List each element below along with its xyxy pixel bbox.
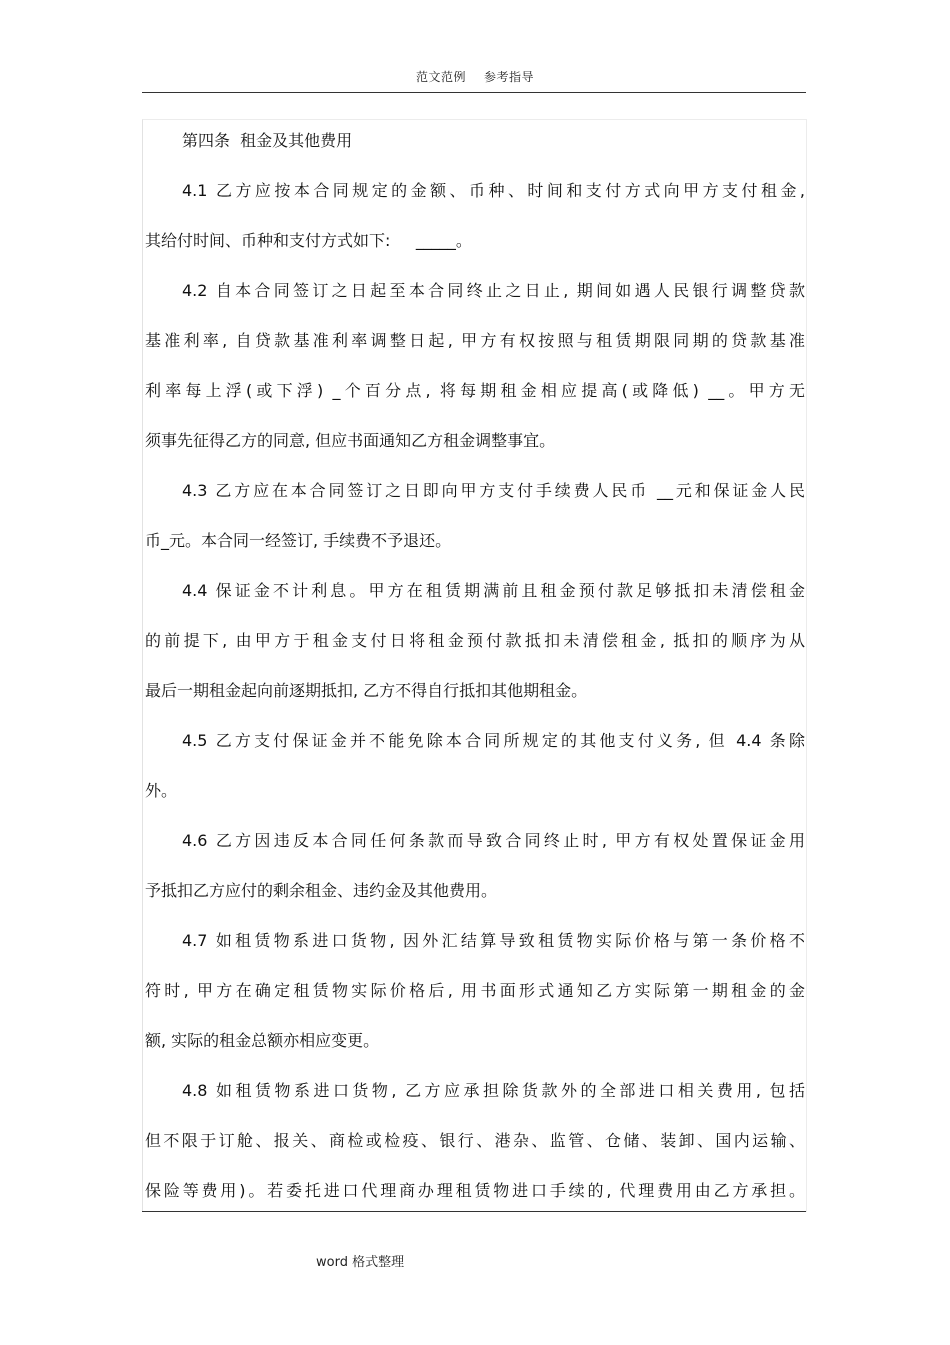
paragraph-line: 基准利率, 自贷款基准利率调整日起, 甲方有权按照与租赁期限同期的贷款基准 [145,331,805,350]
paragraph-line: 保险等费用)。若委托进口代理商办理租赁物进口手续的, 代理费用由乙方承担。 [145,1181,805,1200]
paragraph-line: 币_元。本合同一经签订, 手续费不予退还。 [145,531,452,550]
paragraph-line: 4.2 自本合同签订之日起至本合同终止之日止, 期间如遇人民银行调整贷款 [182,281,805,300]
paragraph-line: 的前提下, 由甲方于租金支付日将租金预付款抵扣未清偿租金, 抵扣的顺序为从 [145,631,805,650]
paragraph-line: 4.5 乙方支付保证金并不能免除本合同所规定的其他支付义务, 但 4.4 条除 [182,731,805,750]
paragraph-line: 额, 实际的租金总额亦相应变更。 [145,1031,380,1050]
paragraph-line: 其给付时间、币种和支付方式如下: _____。 [145,231,472,250]
header-right-text: 参考指导 [484,70,535,84]
paragraph-line: 利率每上浮(或下浮) _个百分点, 将每期租金相应提高(或降低) __。甲方无 [145,381,805,400]
paragraph-line: 须事先征得乙方的同意, 但应书面通知乙方租金调整事宜。 [145,431,556,450]
paragraph-line: 4.4 保证金不计利息。甲方在租赁期满前且租金预付款足够抵扣未清偿租金 [182,581,805,600]
section-title: 第四条 租金及其他费用 [182,131,353,150]
paragraph-line: 4.3 乙方应在本合同签订之日即向甲方支付手续费人民币 __元和保证金人民 [182,481,805,500]
paragraph-line: 4.7 如租赁物系进口货物, 因外汇结算导致租赁物实际价格与第一条价格不 [182,931,805,950]
paragraph-line: 予抵扣乙方应付的剩余租金、违约金及其他费用。 [145,881,498,900]
paragraph-line: 符时, 甲方在确定租赁物实际价格后, 用书面形式通知乙方实际第一期租金的金 [145,981,805,1000]
paragraph-line: 4.8 如租赁物系进口货物, 乙方应承担除货款外的全部进口相关费用, 包括 [182,1081,805,1100]
paragraph-line: 但不限于订舱、报关、商检或检疫、银行、港杂、监管、仓储、装卸、国内运输、 [145,1131,805,1150]
paragraph-line: 最后一期租金起向前逐期抵扣, 乙方不得自行抵扣其他期租金。 [145,681,588,700]
paragraph-line: 外。 [145,781,178,800]
header-left-text: 范文范例 [415,70,466,84]
page-header [0,68,950,85]
paragraph-line: 4.6 乙方因违反本合同任何条款而导致合同终止时, 甲方有权处置保证金用 [182,831,805,850]
paragraph-line: 4.1 乙方应按本合同规定的金额、币种、时间和支付方式向甲方支付租金, [182,181,805,200]
header-rule [142,92,806,93]
page-footer: word 格式整理 [316,1255,405,1270]
body-bottom-rule [142,1211,806,1212]
